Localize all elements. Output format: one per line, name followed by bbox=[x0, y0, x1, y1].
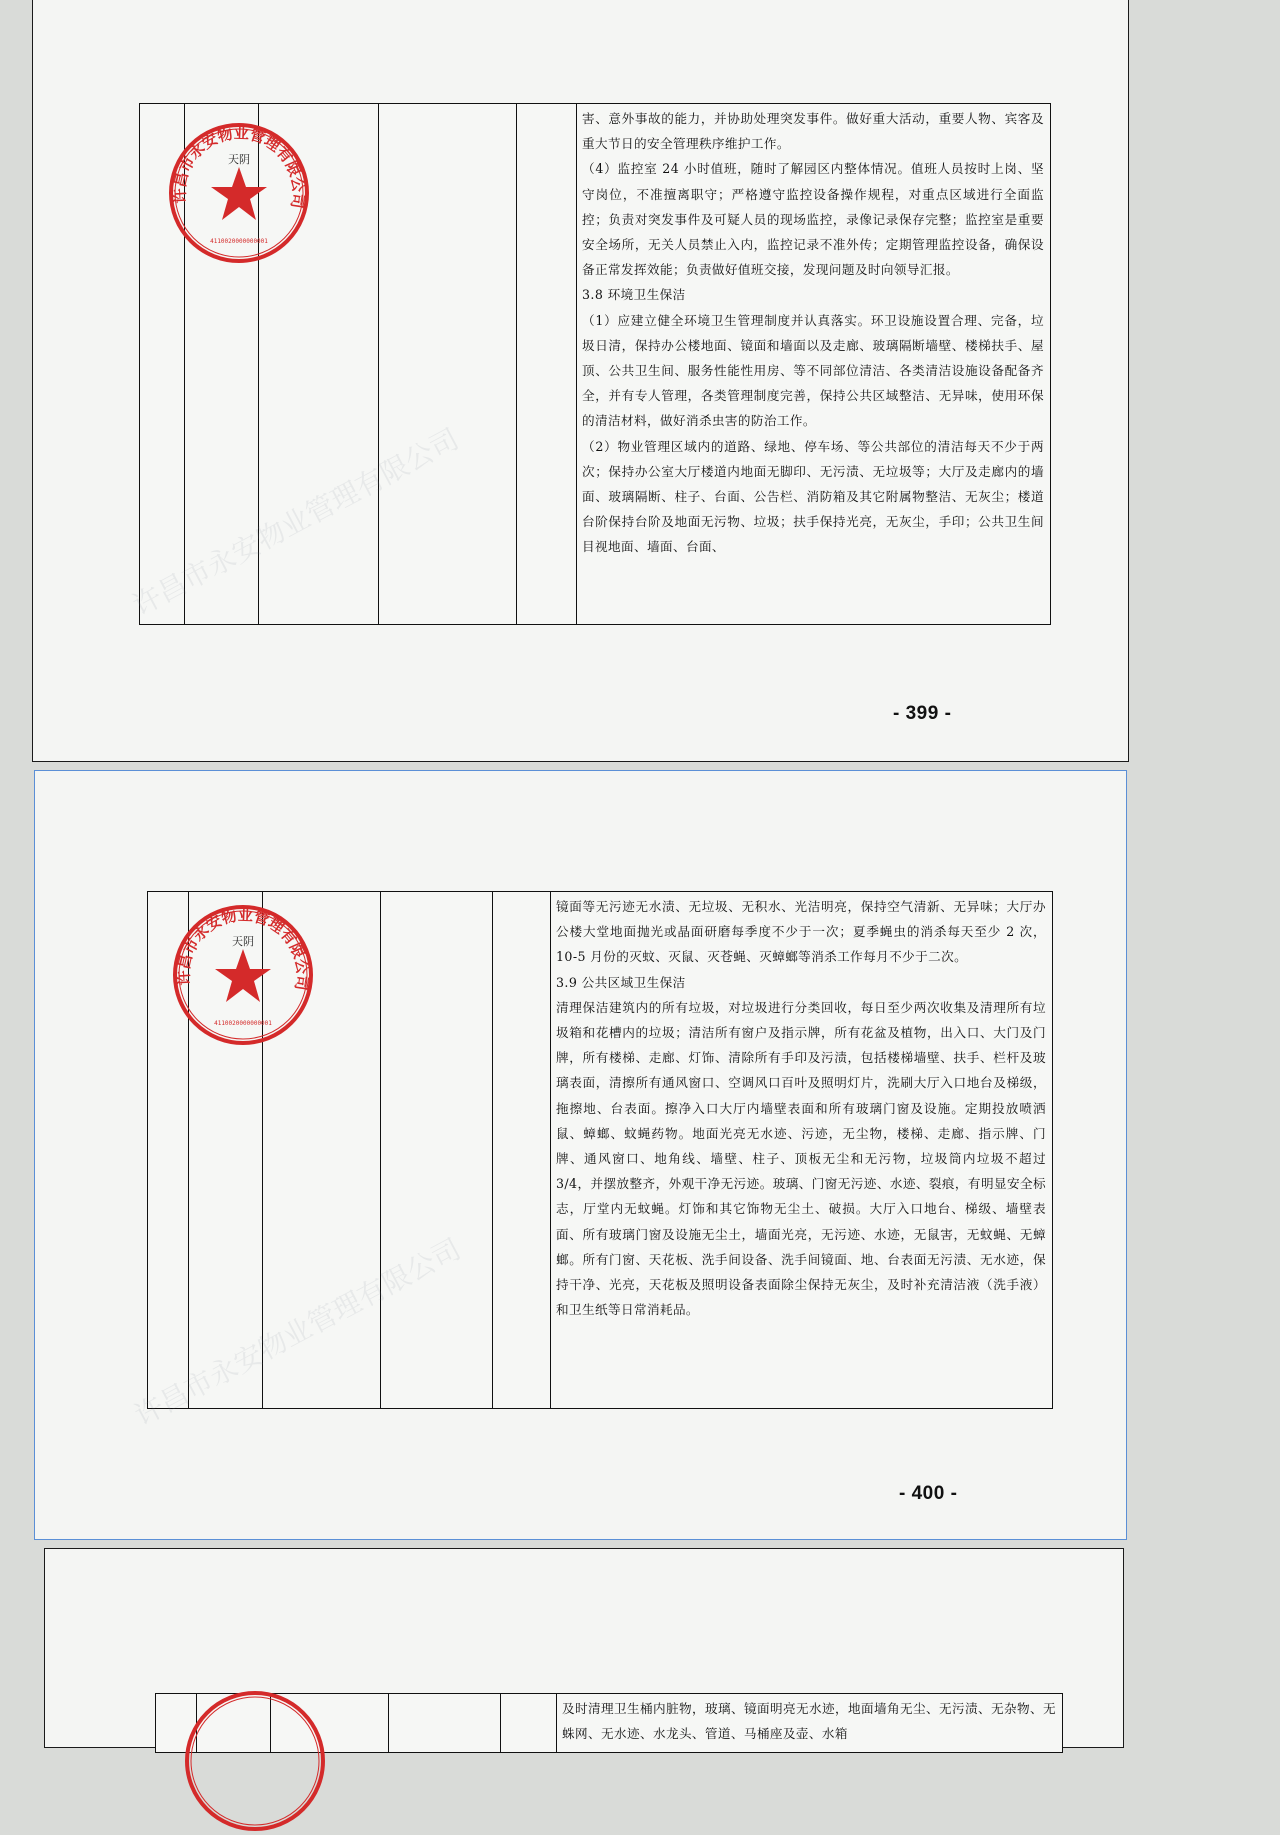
company-seal-stamp bbox=[169, 901, 317, 1049]
table-column-divider bbox=[492, 892, 493, 1408]
paragraph: （4）监控室 24 小时值班，随时了解园区内整体情况。值班人员按时上岗、坚守岗位，不准擅离职守；严格遵守监控设备操作规程，对重点区域进行全面监控；负责对突发事件及可疑人员的现场监控，录像记录保存完整；监控室是重要安全场所，无关人员禁止入内，监控记录不准外传；定期管理监控设备，确保设备正常发挥效能；负责做好值班交接，发现问题及时向领导汇报。 bbox=[582, 161, 1044, 278]
document-page-400 bbox=[34, 770, 1127, 1540]
svg-text:天阴: 天阴 bbox=[232, 935, 254, 948]
table-column-divider bbox=[378, 104, 379, 624]
table-column-divider bbox=[388, 1694, 389, 1752]
svg-text:许昌市永安物业管理有限公司: 许昌市永安物业管理有限公司 bbox=[174, 906, 312, 992]
paragraph: 害、意外事故的能力，并协助处理突发事件。做好重大活动，重要人物、宾客及重大节日的安全管理秩序维护工作。 bbox=[582, 111, 1044, 152]
svg-text:天阴: 天阴 bbox=[228, 153, 250, 166]
document-page-401 bbox=[44, 1548, 1124, 1748]
page-number: - 399 - bbox=[893, 703, 952, 724]
svg-text:4110020000000001: 4110020000000001 bbox=[214, 1020, 272, 1027]
table-content-cell bbox=[556, 1694, 1062, 1752]
table-column-divider bbox=[500, 1694, 501, 1752]
document-page-399 bbox=[32, 0, 1129, 762]
company-seal-stamp bbox=[181, 1687, 329, 1835]
section-heading: 3.8 环境卫生保洁 bbox=[582, 287, 686, 303]
table-column-divider bbox=[380, 892, 381, 1408]
table-content-cell bbox=[550, 892, 1052, 1408]
company-seal-stamp bbox=[165, 119, 313, 267]
page-number: - 400 - bbox=[899, 1483, 958, 1504]
section-heading: 3.9 公共区域卫生保洁 bbox=[556, 974, 686, 990]
table-column-divider bbox=[516, 104, 517, 624]
paragraph: （1）应建立健全环境卫生管理制度并认真落实。环卫设施设置合理、完备，垃圾日清，保持办公楼地面、镜面和墙面以及走廊、玻璃隔断墙壁、楼梯扶手、屋顶、公共卫生间、服务性能性用房、等不同部位清洁、各类清洁设施设备配备齐全，并有专人管理，各类管理制度完善，保持公共区域整洁、无异味，使用环保的清洁材料，做好消杀虫害的防治工作。 bbox=[582, 312, 1044, 429]
svg-text:4110020000000001: 4110020000000001 bbox=[210, 238, 268, 245]
table-content-cell bbox=[576, 104, 1050, 624]
paragraph: 清理保洁建筑内的所有垃圾，对垃圾进行分类回收，每日至少两次收集及清理所有垃圾箱和花槽内的垃圾；清洁所有窗户及指示牌，所有花盆及植物，出入口、大门及门牌，所有楼梯、走廊、灯饰、清除所有手印及污渍，包括楼梯墙壁、扶手、栏杆及玻璃表面，清擦所有通风窗口、空调风口百叶及照明灯片，洗刷大厅入口地台及梯级，拖擦地、台表面。擦净入口大厅内墙壁表面和所有玻璃门窗及设施。定期投放喷洒鼠、蟑螂、蚊蝇药物。地面光亮无水迹、污迹，无尘物，楼梯、走廊、指示牌、门牌、通风窗口、地角线、墙壁、柱子、顶板无尘和无污物，垃圾筒内垃圾不超过 3/4，并摆放整齐，外观干净无污迹。玻璃、门窗无污迹、水迹、裂痕，有明显安全标志，厅堂内无蚊蝇。灯饰和其它饰物无尘土、破损。大厅入口地台、梯级、墙壁表面、所有玻璃门窗及设施无尘土，墙面光亮，无污迹、水迹，无鼠害，无蚊蝇、无蟑螂。所有门窗、天花板、洗手间设备、洗手间镜面、地、台表面无污渍、无水迹，保持干净、光亮，天花板及照明设备表面除尘保持无灰尘，及时补充清洁液（洗手液）和卫生纸等日常消耗品。 bbox=[556, 999, 1046, 1318]
paragraph: 镜面等无污迹无水渍、无垃圾、无积水、光洁明亮，保持空气清新、无异味；大厅办公楼大堂地面抛光或晶面研磨每季度不少于一次；夏季蝇虫的消杀每天至少 2 次，10-5 月份的灭蚊、灭鼠、灭苍蝇、灭蟑螂等消杀工作每月不少于二次。 bbox=[556, 899, 1046, 965]
paragraph: 及时清理卫生桶内脏物，玻璃、镜面明亮无水迹，地面墙角无尘、无污渍、无杂物、无蛛网、无水迹、水龙头、管道、马桶座及壶、水箱 bbox=[562, 1701, 1056, 1742]
paragraph: （2）物业管理区域内的道路、绿地、停车场、等公共部位的清洁每天不少于两次；保持办公室大厅楼道内地面无脚印、无污渍、无垃圾等；大厅及走廊内的墙面、玻璃隔断、柱子、台面、公告栏、消防箱及其它附属物整洁、无灰尘；楼道台阶保持台阶及地面无污物、垃圾；扶手保持光亮，无灰尘，手印；公共卫生间目视地面、墙面、台面、 bbox=[582, 438, 1044, 555]
svg-text:许昌市永安物业管理有限公司: 许昌市永安物业管理有限公司 bbox=[170, 124, 308, 210]
